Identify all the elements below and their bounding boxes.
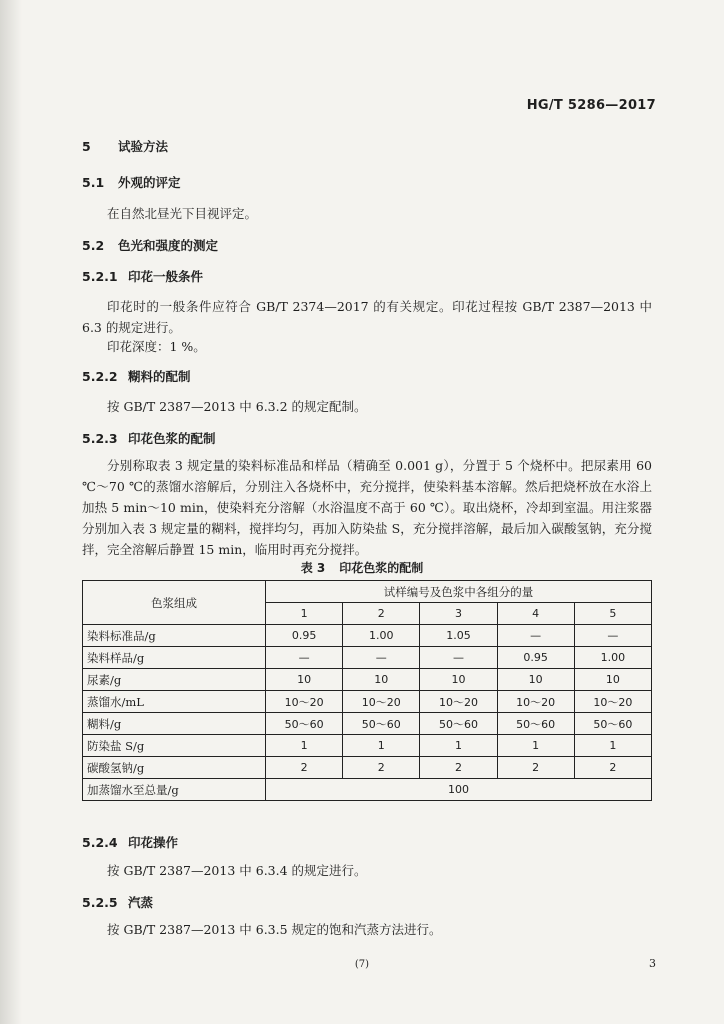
heading-5-2-4 <box>82 833 178 851</box>
heading-title: 汽蒸 <box>128 895 154 910</box>
heading-5-2 <box>82 236 218 254</box>
sample-number: 2 <box>343 603 420 625</box>
heading-5-2-2 <box>82 367 191 385</box>
standard-number: HG/T 5286—2017 <box>526 98 656 113</box>
row-label: 尿素/g <box>83 669 266 691</box>
table-row <box>83 691 652 713</box>
table-cell: — <box>420 647 497 669</box>
table-caption-number: 表 3 <box>300 561 326 575</box>
table-cell: 50～60 <box>343 713 420 735</box>
table-group-header: 试样编号及色浆中各组分的量 <box>266 581 652 603</box>
table-cell: 2 <box>420 757 497 779</box>
paragraph-print-depth: 印花深度：1 %。 <box>107 339 206 354</box>
sample-number: 5 <box>574 603 651 625</box>
table-caption-title: 印花色浆的配制 <box>339 561 424 575</box>
table-cell: 10 <box>266 669 343 691</box>
table-row <box>83 669 652 691</box>
table-cell: 2 <box>574 757 651 779</box>
scan-edge-shadow <box>0 0 22 1024</box>
table-row <box>83 625 652 647</box>
footer-sheet-number: (7) <box>354 959 370 970</box>
row-label: 染料标准品/g <box>83 625 266 647</box>
table-cell: 1.00 <box>343 625 420 647</box>
table-cell: 2 <box>497 757 574 779</box>
table-cell: 50～60 <box>266 713 343 735</box>
paragraph-5-2-1: 印花时的一般条件应符合 GB/T 2374—2017 的有关规定。印花过程按 GB/T 2387—2013 中 6.3 的规定进行。 <box>82 299 652 335</box>
table-cell-total: 100 <box>266 779 652 801</box>
paste-formulation-table <box>82 580 652 801</box>
heading-title: 试验方法 <box>118 139 169 154</box>
heading-title: 外观的评定 <box>118 175 181 190</box>
table-cell: — <box>497 625 574 647</box>
heading-number: 5.1 <box>82 175 105 190</box>
page-number: 3 <box>649 957 656 970</box>
row-label: 碳酸氢钠/g <box>83 757 266 779</box>
table-cell: 1.00 <box>574 647 651 669</box>
table-cell: 10～20 <box>420 691 497 713</box>
table-cell: 2 <box>343 757 420 779</box>
heading-title: 糊料的配制 <box>128 369 191 384</box>
table-cell: 1 <box>497 735 574 757</box>
table-cell: 0.95 <box>497 647 574 669</box>
table-cell: 1 <box>343 735 420 757</box>
table-corner-header: 色浆组成 <box>83 581 266 625</box>
heading-number: 5.2.2 <box>82 369 118 384</box>
heading-number: 5.2.1 <box>82 269 118 284</box>
table-cell: 10 <box>574 669 651 691</box>
heading-number: 5.2.4 <box>82 835 118 850</box>
table-cell: 10 <box>343 669 420 691</box>
table-cell: 50～60 <box>420 713 497 735</box>
table-cell: 10～20 <box>497 691 574 713</box>
heading-title: 印花色浆的配制 <box>128 431 216 446</box>
row-label: 糊料/g <box>83 713 266 735</box>
table-cell: — <box>343 647 420 669</box>
heading-title: 印花操作 <box>128 835 179 850</box>
table-row <box>83 647 652 669</box>
heading-5 <box>82 137 168 155</box>
heading-number: 5.2.5 <box>82 895 118 910</box>
paragraph-5-2-3: 分别称取表 3 规定量的染料标准品和样品（精确至 0.001 g），分置于 5 个烧杯中。把尿素用 60 ℃～70 ℃的蒸馏水溶解后，分别注入各烧杯中，充分搅拌，使染料基本溶解。然后把烧杯放在水浴上加热 5 min～10 min，使染料充分溶解（水浴温度不高于 60 ℃）。取出烧杯，冷却到室温。用注浆器分别加入表 3 规定量的糊料，搅拌均匀，再加入防染盐 S，充分搅拌溶解，最后加入碳酸氢钠，充分搅拌，完全溶解后静置 15 min，临用时再充分搅拌。 <box>82 458 652 557</box>
heading-number: 5 <box>82 139 91 154</box>
heading-5-2-5 <box>82 893 153 911</box>
paragraph-5-1: 在自然北昼光下目视评定。 <box>107 206 258 221</box>
sample-number: 3 <box>420 603 497 625</box>
heading-5-2-1 <box>82 267 203 285</box>
table-cell: 10 <box>497 669 574 691</box>
table-row <box>83 713 652 735</box>
table-cell: 50～60 <box>497 713 574 735</box>
table-cell: 10～20 <box>574 691 651 713</box>
row-label: 染料样品/g <box>83 647 266 669</box>
table-row <box>83 735 652 757</box>
table-cell: 0.95 <box>266 625 343 647</box>
paragraph-5-2-4: 按 GB/T 2387—2013 中 6.3.4 的规定进行。 <box>107 863 367 878</box>
row-label: 蒸馏水/mL <box>83 691 266 713</box>
table-header-row <box>83 581 652 603</box>
table-row <box>83 757 652 779</box>
row-label: 加蒸馏水至总量/g <box>83 779 266 801</box>
sample-number: 4 <box>497 603 574 625</box>
table-cell: — <box>266 647 343 669</box>
table-cell: 10 <box>420 669 497 691</box>
table-cell: 1 <box>420 735 497 757</box>
heading-number: 5.2 <box>82 238 105 253</box>
table-total-row <box>83 779 652 801</box>
table-cell: 1 <box>574 735 651 757</box>
table-cell: 2 <box>266 757 343 779</box>
table-cell: 10～20 <box>343 691 420 713</box>
heading-5-1 <box>82 173 181 191</box>
table-cell: 10～20 <box>266 691 343 713</box>
paragraph-5-2-2: 按 GB/T 2387—2013 中 6.3.2 的规定配制。 <box>107 399 367 414</box>
sample-number: 1 <box>266 603 343 625</box>
heading-title: 印花一般条件 <box>128 269 204 284</box>
table-cell: — <box>574 625 651 647</box>
heading-title: 色光和强度的测定 <box>118 238 219 253</box>
table-caption <box>0 559 724 576</box>
table-cell: 1.05 <box>420 625 497 647</box>
table-cell: 50～60 <box>574 713 651 735</box>
heading-number: 5.2.3 <box>82 431 118 446</box>
row-label: 防染盐 S/g <box>83 735 266 757</box>
table-cell: 1 <box>266 735 343 757</box>
heading-5-2-3 <box>82 429 216 447</box>
paragraph-5-2-5: 按 GB/T 2387—2013 中 6.3.5 规定的饱和汽蒸方法进行。 <box>107 922 442 937</box>
